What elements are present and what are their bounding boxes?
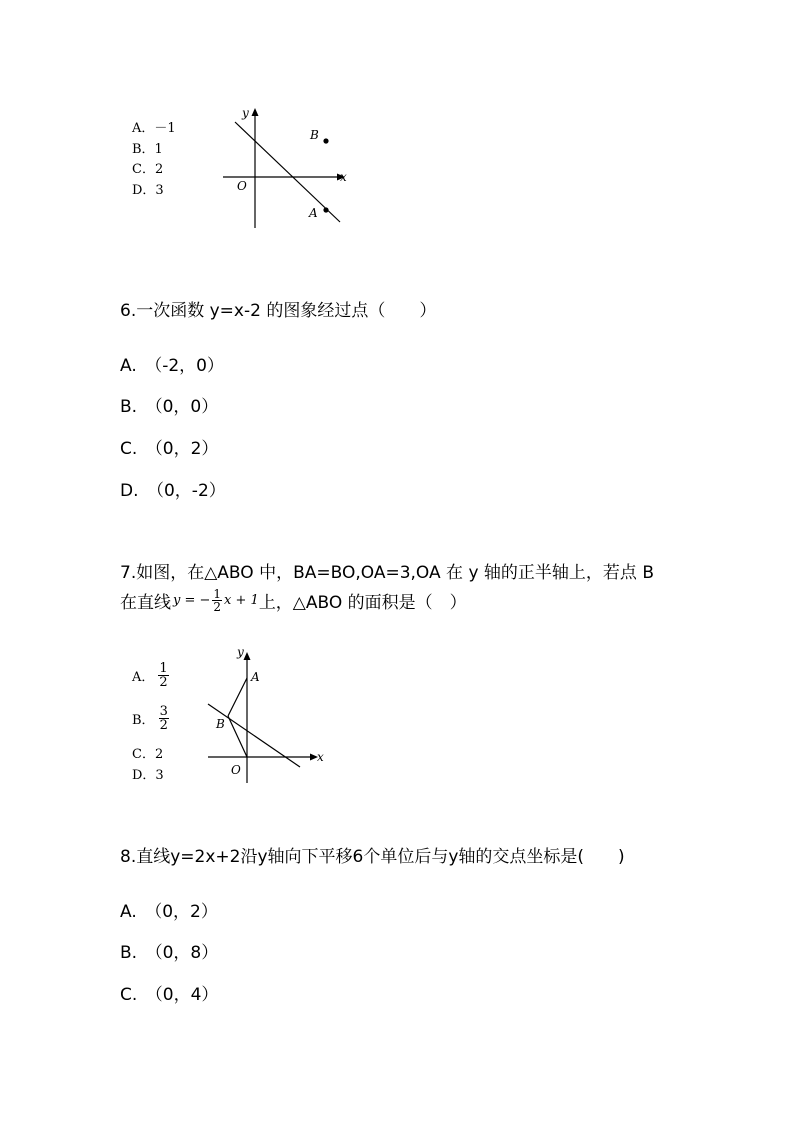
q5-y-arrow <box>252 108 259 116</box>
q7-formula-den: 2 <box>213 600 222 614</box>
q5-line <box>235 122 340 222</box>
q7-formula-num: 1 <box>213 587 222 601</box>
q6-option-b: B. （0，0） <box>120 397 219 417</box>
q5-option-c: C．2 <box>132 162 164 177</box>
q7-option-c: C．2 <box>132 747 164 762</box>
q7-option-a-num: 1 <box>159 661 168 676</box>
q5-option-d: D．3 <box>132 183 164 198</box>
q7-x-label: x <box>317 750 324 764</box>
q7-option-b-den: 2 <box>159 718 168 733</box>
q6-option-a: A. （-2，0） <box>120 356 225 376</box>
q7-option-b-label: B． <box>132 713 155 728</box>
q7-figure <box>200 640 335 785</box>
q7-option-a-label: A． <box>132 670 155 685</box>
q7-stem-suffix: 上，△ABO 的面积是（ ） <box>258 593 467 613</box>
q8-option-c: C. （0，4） <box>120 985 219 1005</box>
q7-segment-ba <box>228 678 247 716</box>
q5-a-label: A <box>309 206 318 220</box>
q7-option-b-num: 3 <box>159 704 168 719</box>
q6-stem: 6.一次函数 y=x-2 的图象经过点（ ） <box>120 301 437 321</box>
q7-stem-line1: 7.如图，在△ABO 中，BA=BO,OA=3,OA 在 y 轴的正半轴上，若点 B <box>120 563 654 583</box>
q7-option-a <box>132 662 169 689</box>
q5-b-label: B <box>310 128 319 142</box>
q5-figure <box>215 100 360 230</box>
q7-segment-bo <box>228 716 247 757</box>
q7-a-label: A <box>251 670 260 684</box>
q7-stem-prefix: 在直线 <box>120 593 171 613</box>
q7-option-a-fraction <box>158 662 168 689</box>
q5-y-label: y <box>242 106 249 120</box>
q7-formula-rhs: x + 1 <box>224 593 259 608</box>
q7-formula-fraction <box>212 588 222 613</box>
q7-y-arrow <box>244 652 251 660</box>
q5-option-a: A．－1 <box>132 121 176 136</box>
q6-option-c: C. （0，2） <box>120 439 219 459</box>
q5-point-a <box>323 207 328 212</box>
q7-option-d: D．3 <box>132 768 164 783</box>
q7-stem-line2 <box>120 588 467 613</box>
q8-option-a: A. （0，2） <box>120 902 218 922</box>
q7-option-a-den: 2 <box>159 675 168 690</box>
q7-b-label: B <box>216 717 225 731</box>
q6-option-d: D. （0，-2） <box>120 481 226 501</box>
q5-point-b <box>323 138 328 143</box>
q7-formula-lhs: y = − <box>173 593 211 608</box>
q5-origin-label: O <box>237 179 247 193</box>
q8-stem: 8.直线y=2x+2沿y轴向下平移6个单位后与y轴的交点坐标是( ) <box>120 847 625 867</box>
q8-option-b: B. （0，8） <box>120 943 219 963</box>
q5-option-b: B．1 <box>132 142 163 157</box>
q7-y-label: y <box>237 645 244 659</box>
q5-x-label: x <box>340 170 347 184</box>
q7-origin-label: O <box>231 763 241 777</box>
q7-option-b-fraction <box>159 705 169 732</box>
q7-option-b <box>132 705 169 732</box>
